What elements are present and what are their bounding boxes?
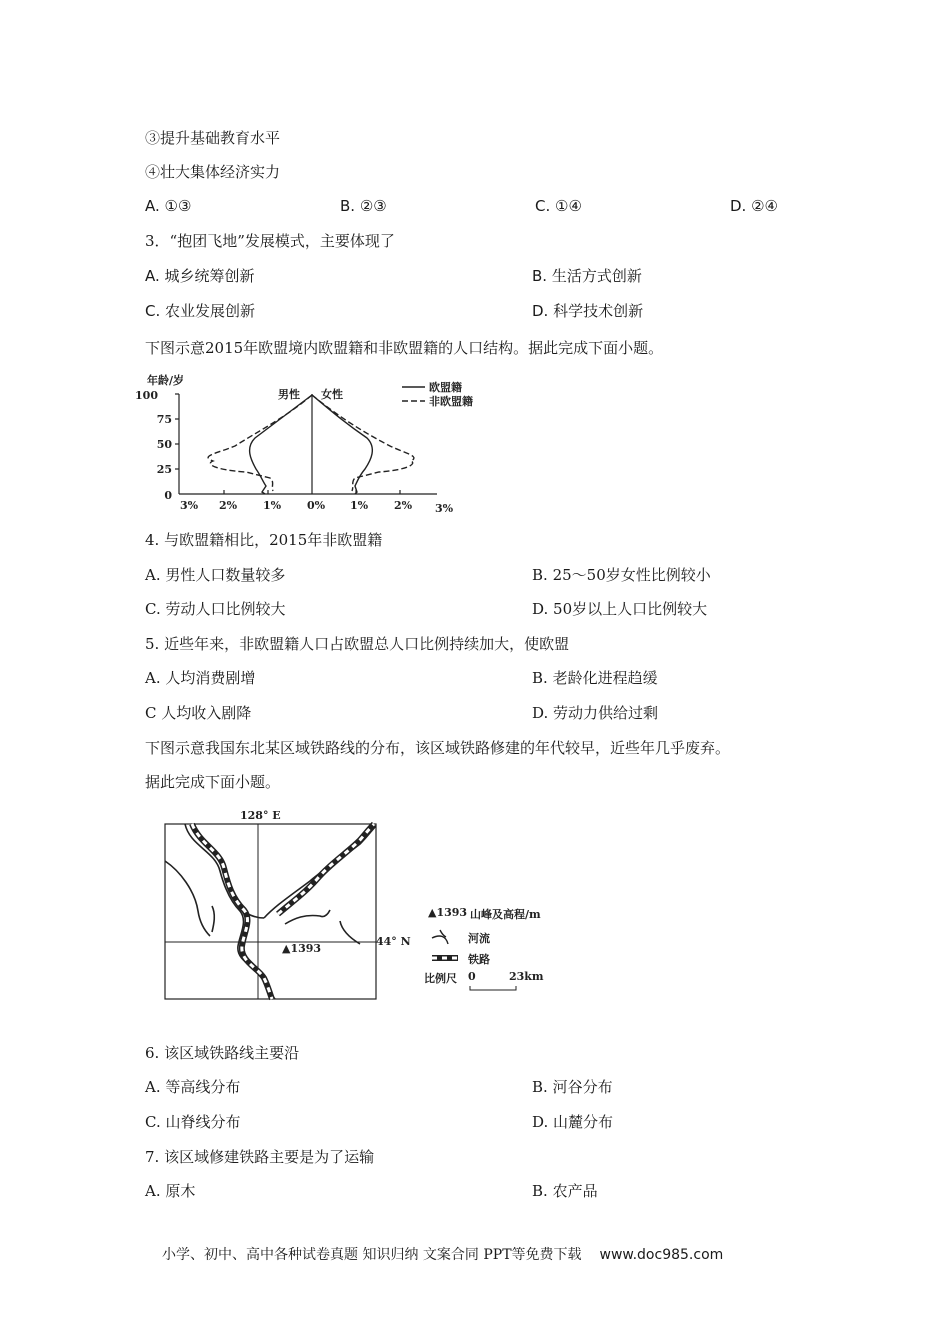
q3-option-d: D. 科学技术创新 [532, 302, 644, 320]
q2-item-3: ③提升基础教育水平 [145, 129, 281, 147]
eu-female-curve [312, 395, 372, 494]
q5-option-a: A. 人均消费剧增 [145, 669, 256, 687]
x-tick-2pct-right: 2% [394, 499, 413, 512]
q4-option-a: A. 男性人口数量较多 [145, 566, 286, 584]
scale-bar [470, 986, 516, 990]
scale-label: 比例尺 [424, 972, 457, 985]
q6-option-d: D. 山麓分布 [532, 1113, 614, 1131]
q6-option-a: A. 等高线分布 [145, 1078, 241, 1096]
x-tick-1pct-right: 1% [350, 499, 369, 512]
q7-stem: 7. 该区域修建铁路主要是为了运输 [145, 1148, 375, 1166]
pyramid-female-label: 女性 [321, 388, 343, 401]
scale-zero: 0 [468, 970, 476, 983]
river-west-small [212, 906, 214, 932]
x-tick-3pct-right: 3% [435, 502, 454, 515]
intro-railway-figure-line2: 据此完成下面小题。 [145, 773, 281, 791]
river-east-stub [340, 921, 360, 944]
q2-option-c: C. ①④ [535, 197, 582, 215]
latitude-label: 44° N [376, 935, 411, 948]
q6-stem: 6. 该区域铁路线主要沿 [145, 1044, 300, 1062]
q3-stem: 3．“抱团飞地”发展模式，主要体现了 [145, 232, 395, 250]
q2-option-a: A. ①③ [145, 197, 192, 215]
x-tick-1pct-left: 1% [263, 499, 282, 512]
non-eu-female-curve [312, 395, 414, 491]
q5-option-c: C 人均收入剧降 [145, 704, 252, 722]
q4-option-d: D. 50岁以上人口比例较大 [532, 600, 708, 618]
legend-non-eu-label: 非欧盟籍 [429, 395, 473, 408]
river-east-branch [285, 910, 330, 924]
q3-option-b: B. 生活方式创新 [532, 267, 642, 285]
q4-option-b: B. 25～50岁女性比例较小 [532, 566, 711, 584]
pyramid-y-axis-label: 年龄/岁 [147, 374, 185, 387]
q7-option-b: B. 农产品 [532, 1182, 598, 1200]
railway-northeast-outline [278, 824, 374, 914]
footer-url[interactable]: www.doc985.com [599, 1247, 724, 1263]
legend-river-icon [432, 930, 448, 944]
legend-peak-label: 山峰及高程/m [470, 908, 541, 921]
intro-population-figure: 下图示意2015年欧盟境内欧盟籍和非欧盟籍的人口结构。据此完成下面小题。 [145, 339, 664, 357]
y-tick-0: 0 [164, 489, 172, 502]
q3-option-a: A. 城乡统筹创新 [145, 267, 255, 285]
pyramid-male-label: 男性 [278, 388, 300, 401]
legend-eu-label: 欧盟籍 [429, 381, 462, 394]
river-branch-1 [248, 914, 264, 918]
x-tick-3pct-left: 3% [180, 499, 199, 512]
q5-option-d: D. 劳动力供给过剩 [532, 704, 659, 722]
q4-option-c: C. 劳动人口比例较大 [145, 600, 286, 618]
q6-option-b: B. 河谷分布 [532, 1078, 613, 1096]
legend-river-label: 河流 [468, 932, 490, 945]
longitude-label: 128° E [240, 809, 281, 822]
q3-option-c: C. 农业发展创新 [145, 302, 256, 320]
y-tick-50: 50 [156, 438, 172, 451]
q5-option-b: B. 老龄化进程趋缓 [532, 669, 658, 687]
legend-rail-label: 铁路 [468, 953, 490, 966]
q2-option-d: D. ②④ [730, 197, 779, 215]
population-pyramid-figure [135, 368, 485, 516]
eu-male-curve [250, 395, 312, 494]
y-tick-25: 25 [156, 463, 172, 476]
q2-option-b: B. ②③ [340, 197, 387, 215]
scale-end: 23km [509, 970, 544, 983]
x-tick-2pct-left: 2% [219, 499, 238, 512]
page-footer [162, 1244, 723, 1264]
y-tick-75: 75 [156, 413, 172, 426]
river-west [165, 861, 210, 936]
q5-stem: 5. 近些年来，非欧盟籍人口占欧盟总人口比例持续加大，使欧盟 [145, 635, 570, 653]
peak-1393-label: ▲1393 [282, 942, 322, 955]
q7-option-a: A. 原木 [145, 1182, 196, 1200]
q6-option-c: C. 山脊线分布 [145, 1113, 241, 1131]
legend-peak-symbol: ▲1393 [428, 906, 468, 919]
y-tick-100: 100 [135, 389, 158, 402]
q4-stem: 4. 与欧盟籍相比，2015年非欧盟籍 [145, 531, 383, 549]
footer-text: 小学、初中、高中各种试卷真题 知识归纳 文案合同 PPT等免费下载 [162, 1247, 582, 1263]
railway-map-figure [160, 806, 560, 1002]
intro-railway-figure-line1: 下图示意我国东北某区域铁路线的分布，该区域铁路修建的年代较早，近些年几乎废弃。 [145, 739, 731, 757]
x-tick-0pct: 0% [307, 499, 326, 512]
q2-item-4: ④壮大集体经济实力 [145, 163, 281, 181]
